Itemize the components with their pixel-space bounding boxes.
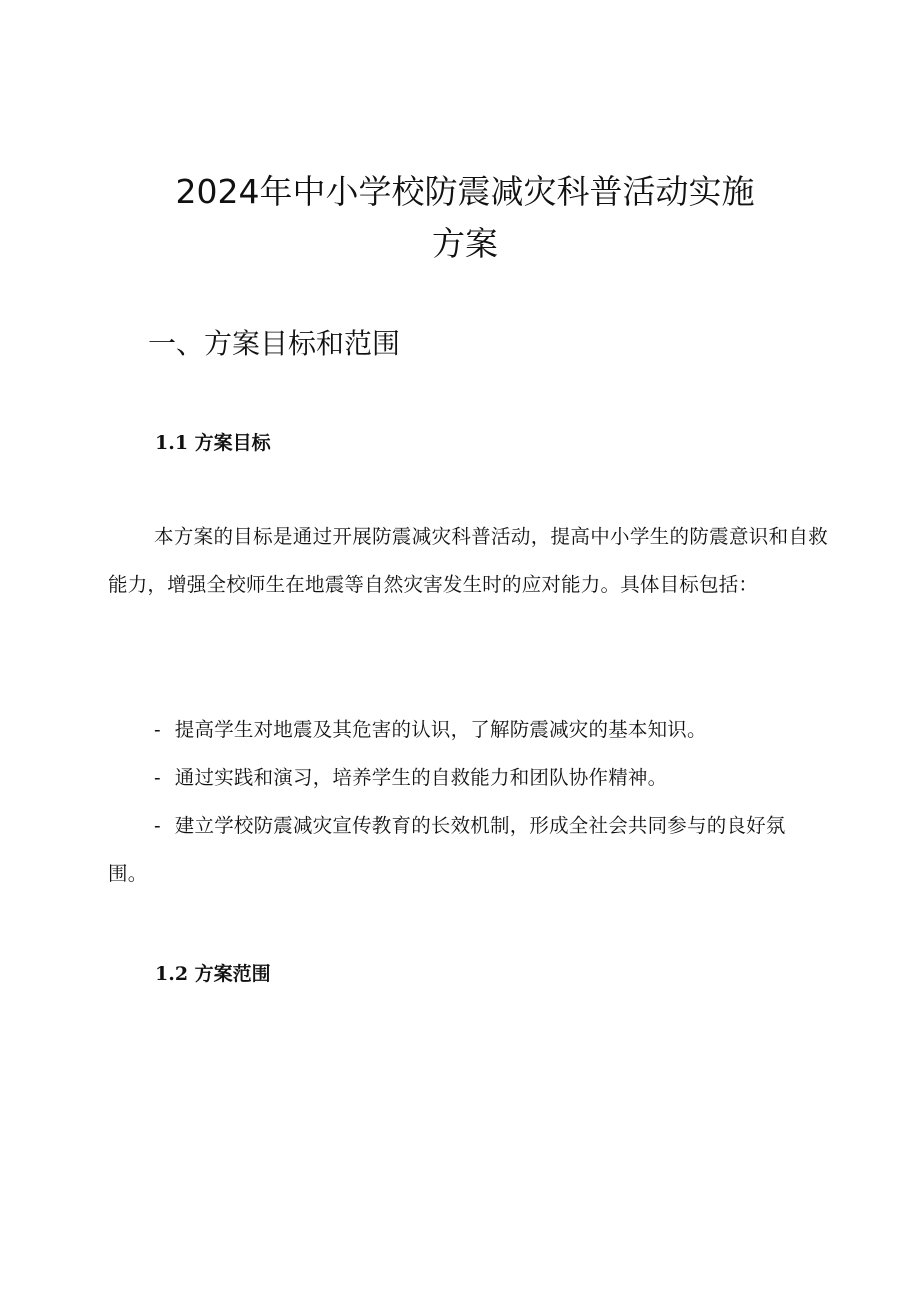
subsection-heading-1-1: 1.1 方案目标 — [155, 432, 271, 454]
bullet-dash: - — [154, 718, 161, 741]
bullet-dash: - — [154, 814, 161, 837]
list-item — [108, 706, 818, 754]
goal-paragraph: 本方案的目标是通过开展防震减灾科普活动，提高中小学生的防震意识和自救能力，增强全校师生在地震等自然灾害发生时的应对能力。具体目标包括： — [108, 525, 828, 596]
bullet-text: 提高学生对地震及其危害的认识，了解防震减灾的基本知识。 — [174, 718, 707, 741]
bullet-text: 建立学校防震减灾宣传教育的长效机制，形成全社会共同参与的良好氛围。 — [108, 814, 786, 885]
bullet-text: 通过实践和演习，培养学生的自救能力和团队协作精神。 — [174, 766, 668, 789]
subsection-heading-1-2: 1.2 方案范围 — [155, 963, 271, 985]
document-title — [110, 166, 820, 270]
bullet-dash: - — [154, 766, 161, 789]
goal-bullet-list — [108, 706, 818, 898]
section-heading: 一、方案目标和范围 — [148, 327, 401, 360]
list-item — [108, 754, 818, 802]
list-item — [108, 802, 818, 898]
title-line-2: 方案 — [432, 224, 498, 263]
title-line-1: 2024年中小学校防震减灾科普活动实施 — [175, 172, 755, 211]
